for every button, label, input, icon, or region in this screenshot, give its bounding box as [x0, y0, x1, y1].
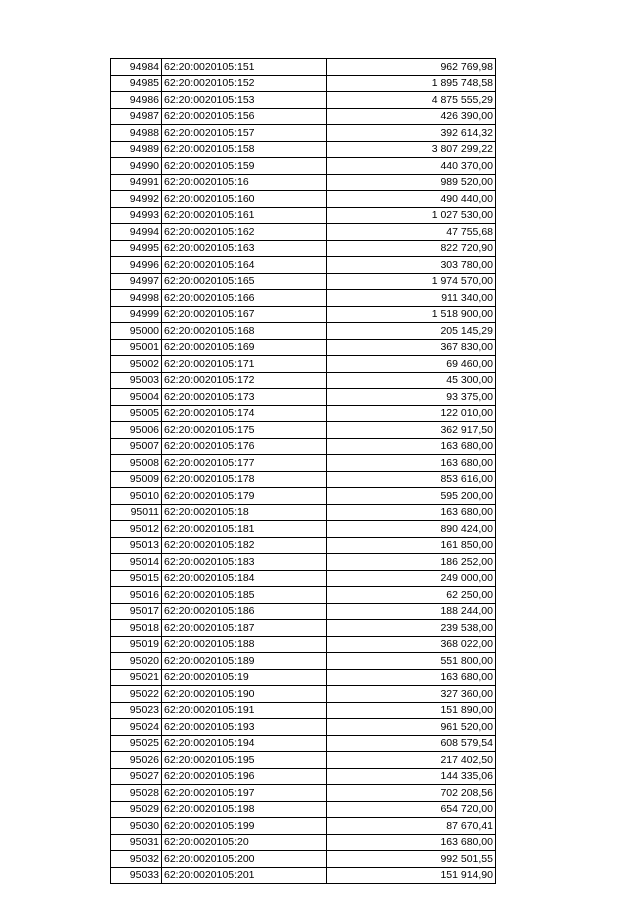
cadastral-value-cell: 4 875 555,29 — [327, 92, 496, 109]
table-row — [111, 290, 496, 307]
cadastral-number-cell: 62:20:0020105:152 — [162, 75, 327, 92]
table-row — [111, 92, 496, 109]
row-number-cell: 94989 — [111, 141, 162, 158]
cadastral-number-cell: 62:20:0020105:188 — [162, 636, 327, 653]
row-number-cell: 95018 — [111, 620, 162, 637]
row-number-cell: 95023 — [111, 702, 162, 719]
table-row — [111, 834, 496, 851]
row-number-cell: 95025 — [111, 735, 162, 752]
cadastral-value-cell: 163 680,00 — [327, 504, 496, 521]
cadastral-value-cell: 161 850,00 — [327, 537, 496, 554]
cadastral-value-cell: 1 974 570,00 — [327, 273, 496, 290]
row-number-cell: 94997 — [111, 273, 162, 290]
cadastral-number-cell: 62:20:0020105:183 — [162, 554, 327, 571]
table-row — [111, 422, 496, 439]
table-row — [111, 108, 496, 125]
cadastral-number-cell: 62:20:0020105:175 — [162, 422, 327, 439]
row-number-cell: 95004 — [111, 389, 162, 406]
cadastral-value-cell: 163 680,00 — [327, 438, 496, 455]
cadastral-value-cell: 217 402,50 — [327, 752, 496, 769]
cadastral-value-cell: 551 800,00 — [327, 653, 496, 670]
table-row — [111, 339, 496, 356]
cadastral-number-cell: 62:20:0020105:159 — [162, 158, 327, 175]
cadastral-value-cell: 327 360,00 — [327, 686, 496, 703]
cadastral-number-cell: 62:20:0020105:179 — [162, 488, 327, 505]
cadastral-number-cell: 62:20:0020105:172 — [162, 372, 327, 389]
cadastral-value-cell: 163 680,00 — [327, 669, 496, 686]
cadastral-value-cell: 239 538,00 — [327, 620, 496, 637]
cadastral-number-cell: 62:20:0020105:18 — [162, 504, 327, 521]
table-row — [111, 372, 496, 389]
cadastral-value-cell: 702 208,56 — [327, 785, 496, 802]
row-number-cell: 95022 — [111, 686, 162, 703]
row-number-cell: 95021 — [111, 669, 162, 686]
row-number-cell: 94986 — [111, 92, 162, 109]
cadastral-number-cell: 62:20:0020105:161 — [162, 207, 327, 224]
row-number-cell: 95033 — [111, 867, 162, 884]
cadastral-value-cell: 3 807 299,22 — [327, 141, 496, 158]
row-number-cell: 95011 — [111, 504, 162, 521]
row-number-cell: 95027 — [111, 768, 162, 785]
cadastral-number-cell: 62:20:0020105:198 — [162, 801, 327, 818]
cadastral-value-cell: 69 460,00 — [327, 356, 496, 373]
cadastral-value-cell: 151 890,00 — [327, 702, 496, 719]
row-number-cell: 95031 — [111, 834, 162, 851]
table-row — [111, 719, 496, 736]
row-number-cell: 94987 — [111, 108, 162, 125]
table-row — [111, 191, 496, 208]
table-row — [111, 405, 496, 422]
cadastral-number-cell: 62:20:0020105:187 — [162, 620, 327, 637]
cadastral-number-cell: 62:20:0020105:19 — [162, 669, 327, 686]
cadastral-value-cell: 822 720,90 — [327, 240, 496, 257]
row-number-cell: 95007 — [111, 438, 162, 455]
cadastral-number-cell: 62:20:0020105:178 — [162, 471, 327, 488]
cadastral-value-cell: 122 010,00 — [327, 405, 496, 422]
row-number-cell: 94994 — [111, 224, 162, 241]
cadastral-number-cell: 62:20:0020105:181 — [162, 521, 327, 538]
table-row — [111, 240, 496, 257]
cadastral-number-cell: 62:20:0020105:160 — [162, 191, 327, 208]
table-row — [111, 702, 496, 719]
cadastral-value-cell: 151 914,90 — [327, 867, 496, 884]
cadastral-value-cell: 911 340,00 — [327, 290, 496, 307]
table-row — [111, 75, 496, 92]
row-number-cell: 94993 — [111, 207, 162, 224]
row-number-cell: 95026 — [111, 752, 162, 769]
cadastral-number-cell: 62:20:0020105:20 — [162, 834, 327, 851]
cadastral-value-cell: 186 252,00 — [327, 554, 496, 571]
cadastral-value-cell: 992 501,55 — [327, 851, 496, 868]
row-number-cell: 95006 — [111, 422, 162, 439]
cadastral-value-cell: 962 769,98 — [327, 59, 496, 76]
row-number-cell: 95019 — [111, 636, 162, 653]
row-number-cell: 95000 — [111, 323, 162, 340]
table-row — [111, 785, 496, 802]
cadastral-value-cell: 1 895 748,58 — [327, 75, 496, 92]
cadastral-value-cell: 62 250,00 — [327, 587, 496, 604]
cadastral-number-cell: 62:20:0020105:166 — [162, 290, 327, 307]
table-body — [111, 59, 496, 884]
cadastral-number-cell: 62:20:0020105:199 — [162, 818, 327, 835]
table-row — [111, 455, 496, 472]
row-number-cell: 95024 — [111, 719, 162, 736]
table-row — [111, 306, 496, 323]
table-row — [111, 587, 496, 604]
table-row — [111, 669, 496, 686]
table-row — [111, 471, 496, 488]
cadastral-value-cell: 362 917,50 — [327, 422, 496, 439]
row-number-cell: 95017 — [111, 603, 162, 620]
row-number-cell: 95030 — [111, 818, 162, 835]
cadastral-value-cell: 392 614,32 — [327, 125, 496, 142]
cadastral-number-cell: 62:20:0020105:191 — [162, 702, 327, 719]
row-number-cell: 95009 — [111, 471, 162, 488]
table-row — [111, 554, 496, 571]
row-number-cell: 95010 — [111, 488, 162, 505]
cadastral-value-cell: 961 520,00 — [327, 719, 496, 736]
table-row — [111, 125, 496, 142]
table-row — [111, 801, 496, 818]
cadastral-value-cell: 205 145,29 — [327, 323, 496, 340]
cadastral-value-cell: 188 244,00 — [327, 603, 496, 620]
cadastral-value-cell: 249 000,00 — [327, 570, 496, 587]
row-number-cell: 95003 — [111, 372, 162, 389]
cadastral-number-cell: 62:20:0020105:151 — [162, 59, 327, 76]
cadastral-value-cell: 87 670,41 — [327, 818, 496, 835]
cadastral-number-cell: 62:20:0020105:196 — [162, 768, 327, 785]
table-row — [111, 356, 496, 373]
cadastral-value-cell: 47 755,68 — [327, 224, 496, 241]
cadastral-value-cell: 144 335,06 — [327, 768, 496, 785]
row-number-cell: 95029 — [111, 801, 162, 818]
cadastral-value-cell: 163 680,00 — [327, 834, 496, 851]
cadastral-number-cell: 62:20:0020105:165 — [162, 273, 327, 290]
cadastral-value-cell: 490 440,00 — [327, 191, 496, 208]
table-row — [111, 273, 496, 290]
cadastral-value-cell: 608 579,54 — [327, 735, 496, 752]
cadastral-number-cell: 62:20:0020105:189 — [162, 653, 327, 670]
cadastral-number-cell: 62:20:0020105:184 — [162, 570, 327, 587]
cadastral-number-cell: 62:20:0020105:153 — [162, 92, 327, 109]
cadastral-number-cell: 62:20:0020105:171 — [162, 356, 327, 373]
cadastral-number-cell: 62:20:0020105:194 — [162, 735, 327, 752]
cadastral-number-cell: 62:20:0020105:164 — [162, 257, 327, 274]
cadastral-value-cell: 890 424,00 — [327, 521, 496, 538]
row-number-cell: 95020 — [111, 653, 162, 670]
row-number-cell: 94984 — [111, 59, 162, 76]
table-row — [111, 207, 496, 224]
cadastral-number-cell: 62:20:0020105:186 — [162, 603, 327, 620]
cadastral-number-cell: 62:20:0020105:16 — [162, 174, 327, 191]
cadastral-number-cell: 62:20:0020105:163 — [162, 240, 327, 257]
cadastral-number-cell: 62:20:0020105:167 — [162, 306, 327, 323]
row-number-cell: 94999 — [111, 306, 162, 323]
cadastral-value-table — [110, 58, 496, 884]
table-row — [111, 620, 496, 637]
table-row — [111, 521, 496, 538]
table-row — [111, 141, 496, 158]
row-number-cell: 94990 — [111, 158, 162, 175]
table-row — [111, 603, 496, 620]
row-number-cell: 94998 — [111, 290, 162, 307]
row-number-cell: 94988 — [111, 125, 162, 142]
cadastral-value-cell: 1 027 530,00 — [327, 207, 496, 224]
row-number-cell: 95012 — [111, 521, 162, 538]
table-row — [111, 653, 496, 670]
cadastral-value-cell: 1 518 900,00 — [327, 306, 496, 323]
cadastral-number-cell: 62:20:0020105:156 — [162, 108, 327, 125]
table-row — [111, 818, 496, 835]
table-row — [111, 537, 496, 554]
cadastral-number-cell: 62:20:0020105:177 — [162, 455, 327, 472]
row-number-cell: 95001 — [111, 339, 162, 356]
table-row — [111, 389, 496, 406]
table-row — [111, 438, 496, 455]
table-row — [111, 224, 496, 241]
cadastral-value-cell: 367 830,00 — [327, 339, 496, 356]
cadastral-value-cell: 595 200,00 — [327, 488, 496, 505]
row-number-cell: 94991 — [111, 174, 162, 191]
cadastral-number-cell: 62:20:0020105:168 — [162, 323, 327, 340]
cadastral-value-cell: 853 616,00 — [327, 471, 496, 488]
cadastral-number-cell: 62:20:0020105:190 — [162, 686, 327, 703]
row-number-cell: 95005 — [111, 405, 162, 422]
cadastral-number-cell: 62:20:0020105:174 — [162, 405, 327, 422]
cadastral-value-cell: 368 022,00 — [327, 636, 496, 653]
cadastral-number-cell: 62:20:0020105:200 — [162, 851, 327, 868]
row-number-cell: 95016 — [111, 587, 162, 604]
cadastral-number-cell: 62:20:0020105:158 — [162, 141, 327, 158]
table-row — [111, 686, 496, 703]
row-number-cell: 95008 — [111, 455, 162, 472]
table-row — [111, 570, 496, 587]
row-number-cell: 94995 — [111, 240, 162, 257]
row-number-cell: 95014 — [111, 554, 162, 571]
cadastral-value-cell: 163 680,00 — [327, 455, 496, 472]
row-number-cell: 95032 — [111, 851, 162, 868]
table-row — [111, 768, 496, 785]
row-number-cell: 95002 — [111, 356, 162, 373]
table-row — [111, 174, 496, 191]
cadastral-number-cell: 62:20:0020105:193 — [162, 719, 327, 736]
cadastral-number-cell: 62:20:0020105:162 — [162, 224, 327, 241]
row-number-cell: 94992 — [111, 191, 162, 208]
cadastral-value-cell: 303 780,00 — [327, 257, 496, 274]
cadastral-value-cell: 45 300,00 — [327, 372, 496, 389]
table-row — [111, 851, 496, 868]
cadastral-value-cell: 989 520,00 — [327, 174, 496, 191]
cadastral-number-cell: 62:20:0020105:185 — [162, 587, 327, 604]
cadastral-number-cell: 62:20:0020105:197 — [162, 785, 327, 802]
table-row — [111, 488, 496, 505]
cadastral-number-cell: 62:20:0020105:195 — [162, 752, 327, 769]
row-number-cell: 95015 — [111, 570, 162, 587]
table-row — [111, 59, 496, 76]
table-row — [111, 867, 496, 884]
table-row — [111, 158, 496, 175]
row-number-cell: 94996 — [111, 257, 162, 274]
table-row — [111, 323, 496, 340]
row-number-cell: 95028 — [111, 785, 162, 802]
cadastral-value-cell: 440 370,00 — [327, 158, 496, 175]
cadastral-number-cell: 62:20:0020105:182 — [162, 537, 327, 554]
table-row — [111, 636, 496, 653]
cadastral-number-cell: 62:20:0020105:176 — [162, 438, 327, 455]
cadastral-number-cell: 62:20:0020105:173 — [162, 389, 327, 406]
table-row — [111, 257, 496, 274]
cadastral-value-cell: 93 375,00 — [327, 389, 496, 406]
table-row — [111, 504, 496, 521]
cadastral-number-cell: 62:20:0020105:169 — [162, 339, 327, 356]
table-row — [111, 752, 496, 769]
row-number-cell: 94985 — [111, 75, 162, 92]
cadastral-value-cell: 426 390,00 — [327, 108, 496, 125]
cadastral-value-cell: 654 720,00 — [327, 801, 496, 818]
cadastral-number-cell: 62:20:0020105:201 — [162, 867, 327, 884]
table-row — [111, 735, 496, 752]
row-number-cell: 95013 — [111, 537, 162, 554]
cadastral-number-cell: 62:20:0020105:157 — [162, 125, 327, 142]
